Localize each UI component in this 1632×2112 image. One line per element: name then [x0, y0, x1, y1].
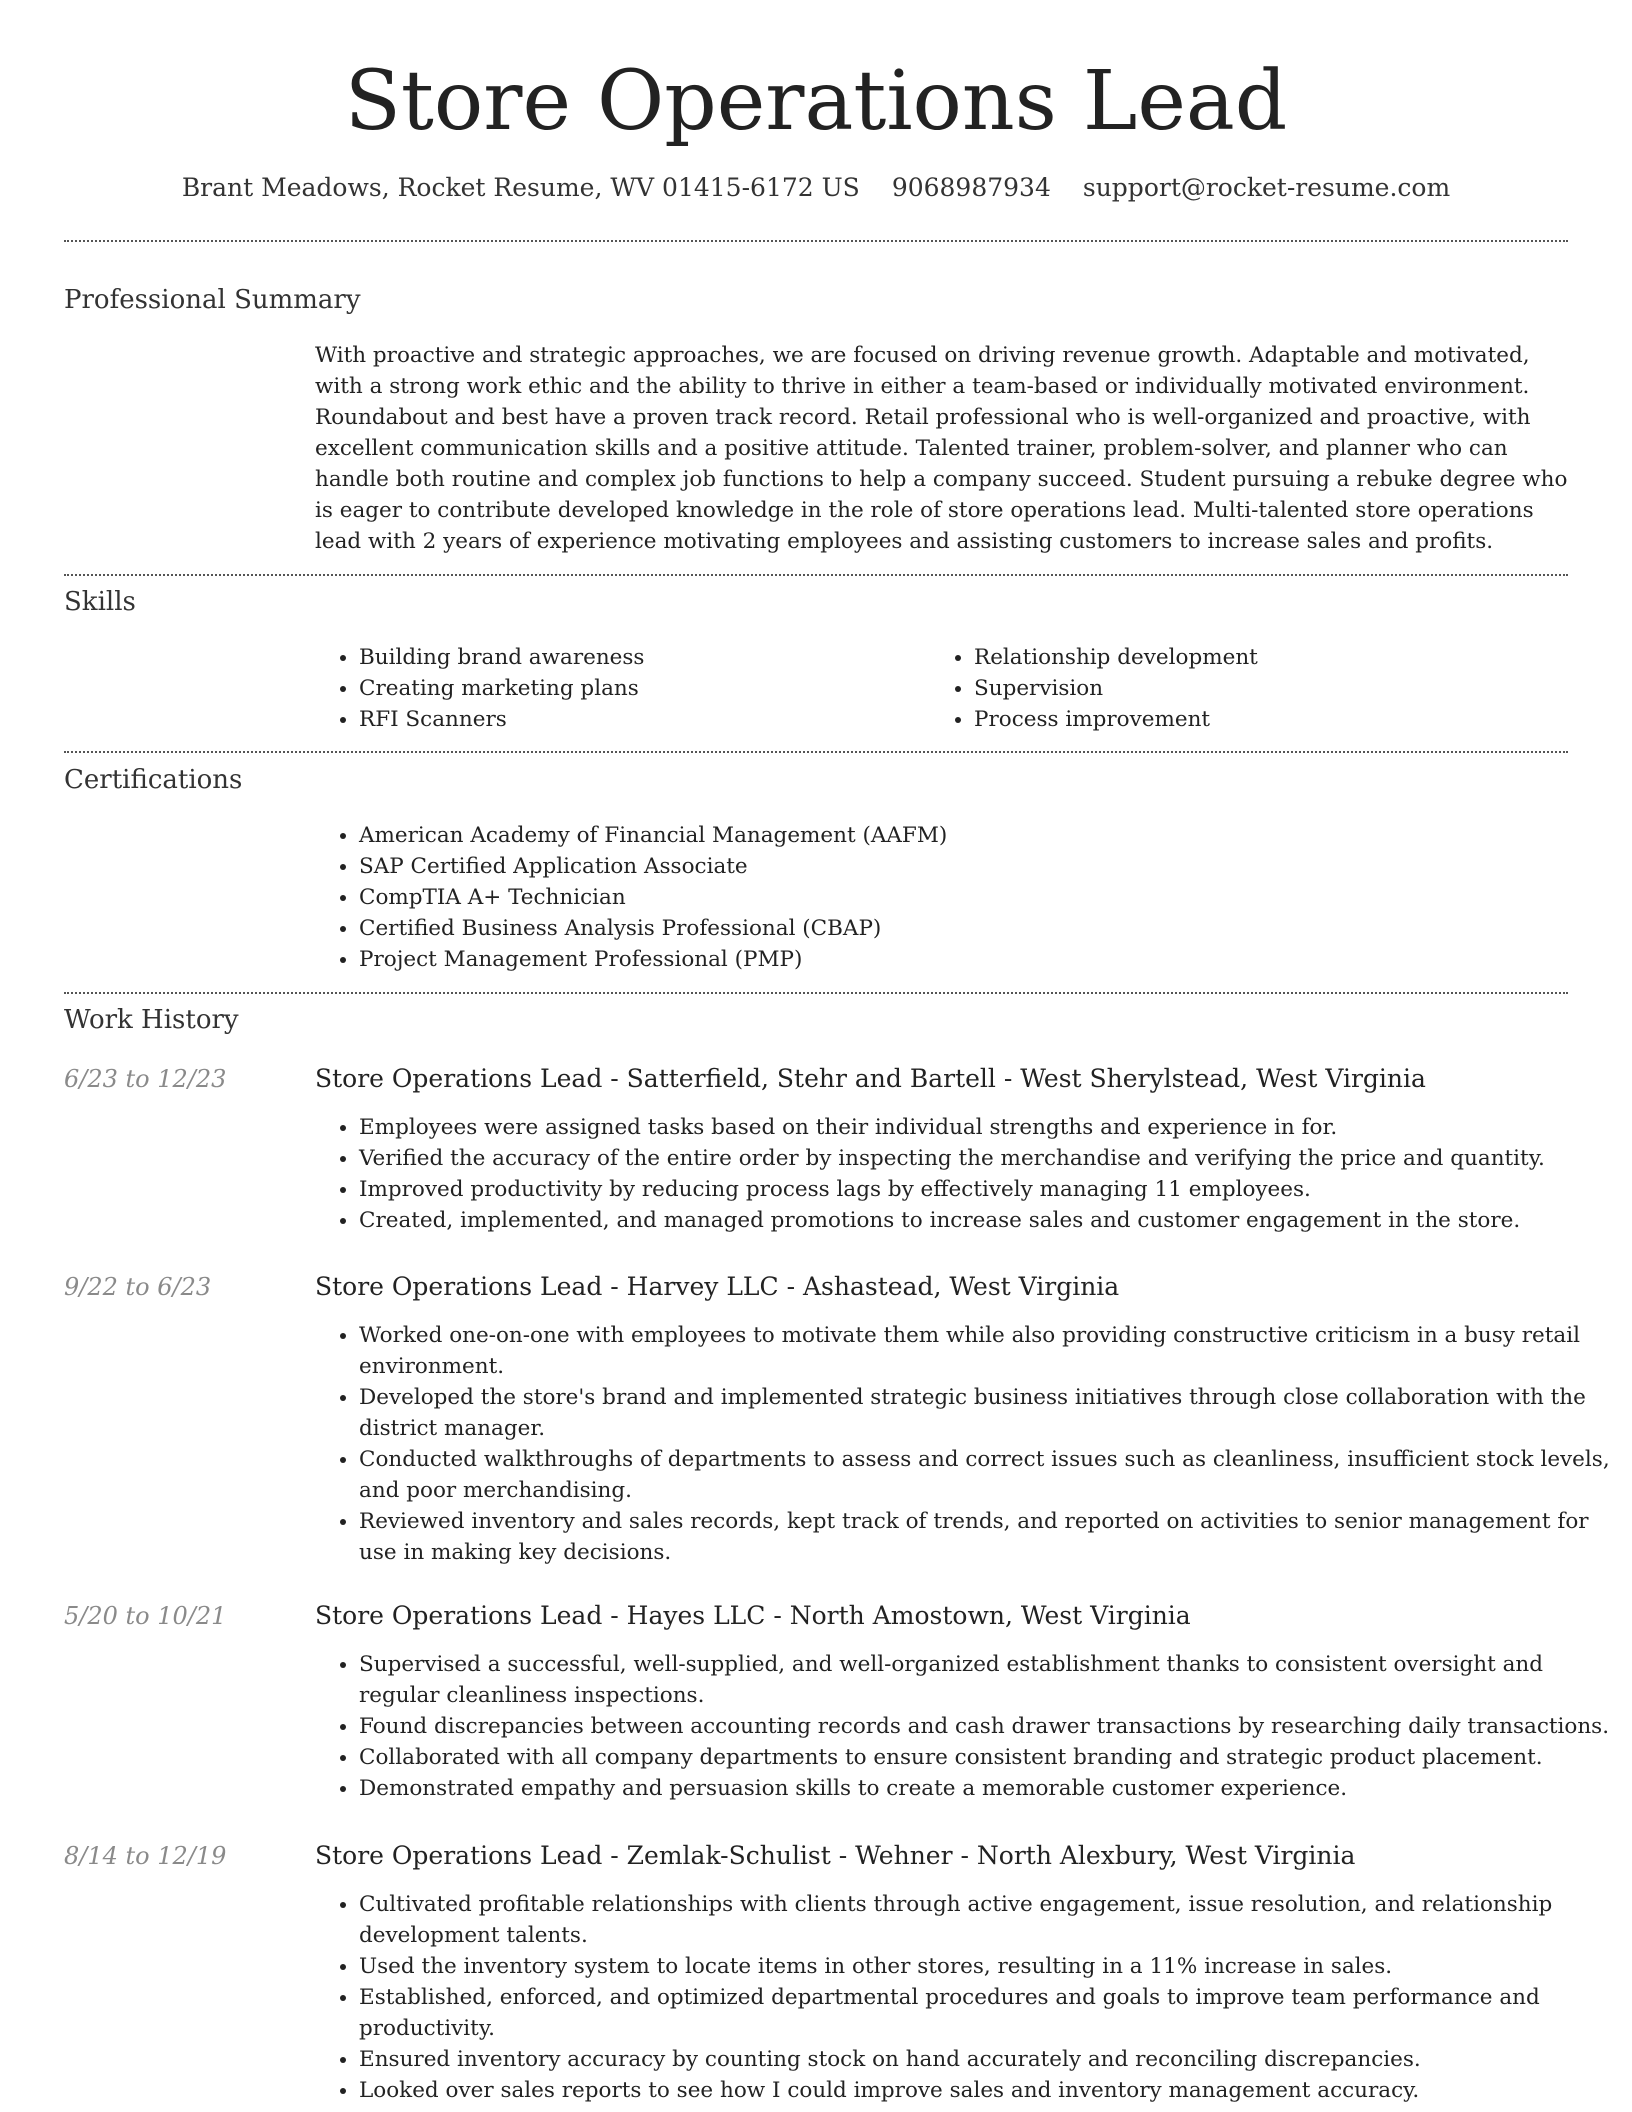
job-bullet: • Demonstrated empathy and persuasion skills to create a memorable customer experience. [359, 1773, 1612, 1804]
contact-email: support@rocket-resume.com [1082, 173, 1451, 202]
certification-item: • SAP Certified Application Associate [359, 851, 1612, 882]
summary-text: With proactive and strategic approaches, we are focused on driving revenue growth. Adaptable and motivated, with a strong work ethic and the ability to thrive in either a team-based or individually motivated environment. Roundabout and best have a proven track record. Retail professional who is well-organized and proactive, with excellent communication skills and a positive attitude. Talented trainer, problem-solver, and planner who can handle both routine and complex job functions to help a company succeed. Student pursuing a rebuke degree who is eager to contribute developed knowledge in the role of store operations lead. Multi-talented store operations lead with 2 years of experience motivating employees and assisting customers to increase sales and profits. [315, 343, 1568, 554]
certification-item: • Certified Business Analysis Professional (CBAP) [359, 913, 1612, 944]
job-bullet: • Created, implemented, and managed promotions to increase sales and customer engagement in the store. [359, 1205, 1612, 1236]
job-bullets [315, 1649, 1612, 1804]
skills-heading: Skills [64, 587, 136, 617]
skills-list-right [930, 642, 1574, 735]
certification-item: • CompTIA A+ Technician [359, 882, 1612, 913]
contact-address: Brant Meadows, Rocket Resume, WV 01415-6172 US [181, 173, 860, 202]
skill-item: • Supervision [974, 673, 1574, 704]
certification-item: • Project Management Professional (PMP) [359, 944, 1612, 975]
contact-phone: 9068987934 [891, 173, 1051, 202]
job-bullet: • Found discrepancies between accounting records and cash drawer transactions by researching daily transactions. [359, 1711, 1612, 1742]
job-bullets [315, 1112, 1612, 1236]
certification-item: • American Academy of Financial Management (AAFM) [359, 820, 1612, 851]
job-bullet: • Used the inventory system to locate items in other stores, resulting in a 11% increase in sales. [359, 1951, 1612, 1982]
job-bullet: • Conducted walkthroughs of departments to assess and correct issues such as cleanliness, insufficient stock levels, and poor merchandising. [359, 1444, 1612, 1506]
job-date: 5/20 to 10/21 [64, 1602, 227, 1630]
summary-heading: Professional Summary [64, 285, 361, 315]
skill-item: • Building brand awareness [359, 642, 959, 673]
job-title: Store Operations Lead - Zemlak-Schulist - Wehner - North Alexbury, West Virginia [315, 1841, 1356, 1870]
job-bullet: • Reviewed inventory and sales records, kept track of trends, and reported on activities to senior management for use in making key decisions. [359, 1506, 1612, 1568]
job-bullets [315, 1320, 1612, 1568]
contact-line [0, 170, 1632, 206]
skill-item: • Process improvement [974, 704, 1574, 735]
skill-item: • Relationship development [974, 642, 1574, 673]
skill-item: • RFI Scanners [359, 704, 959, 735]
job-bullet: • Supervised a successful, well-supplied, and well-organized establishment thanks to consistent oversight and regular cleanliness inspections. [359, 1649, 1612, 1711]
job-bullet: • Verified the accuracy of the entire order by inspecting the merchandise and verifying the price and quantity. [359, 1143, 1612, 1174]
divider [64, 574, 1568, 576]
job-bullet: • Worked one-on-one with employees to motivate them while also providing constructive criticism in a busy retail environment. [359, 1320, 1612, 1382]
job-bullet: • Ensured inventory accuracy by counting stock on hand accurately and reconciling discrepancies. [359, 2044, 1612, 2075]
divider [64, 240, 1568, 242]
certifications-list [315, 820, 1612, 975]
job-bullet: • Looked over sales reports to see how I could improve sales and inventory management accuracy. [359, 2075, 1612, 2106]
job-bullet: • Improved productivity by reducing process lags by effectively managing 11 employees. [359, 1174, 1612, 1205]
certifications-heading: Certifications [64, 765, 243, 795]
job-title: Store Operations Lead - Hayes LLC - North Amostown, West Virginia [315, 1601, 1191, 1630]
resume-title: Store Operations Lead [344, 54, 1288, 149]
job-title: Store Operations Lead - Harvey LLC - Ashastead, West Virginia [315, 1272, 1120, 1301]
job-bullets [315, 1889, 1612, 2106]
divider [64, 992, 1568, 994]
job-date: 8/14 to 12/19 [64, 1842, 227, 1870]
job-date: 6/23 to 12/23 [64, 1065, 227, 1093]
job-bullet: • Cultivated profitable relationships with clients through active engagement, issue resolution, and relationship development talents. [359, 1889, 1612, 1951]
job-title: Store Operations Lead - Satterfield, Stehr and Bartell - West Sherylstead, West Virginia [315, 1064, 1426, 1093]
skill-item: • Creating marketing plans [359, 673, 959, 704]
job-bullet: • Developed the store's brand and implemented strategic business initiatives through close collaboration with the district manager. [359, 1382, 1612, 1444]
job-bullet: • Employees were assigned tasks based on their individual strengths and experience in for. [359, 1112, 1612, 1143]
job-bullet: • Collaborated with all company departments to ensure consistent branding and strategic product placement. [359, 1742, 1612, 1773]
work-history-heading: Work History [64, 1005, 239, 1035]
job-bullet: • Established, enforced, and optimized departmental procedures and goals to improve team performance and productivity. [359, 1982, 1612, 2044]
job-date: 9/22 to 6/23 [64, 1273, 212, 1301]
divider [64, 751, 1568, 753]
skills-list-left [315, 642, 959, 735]
